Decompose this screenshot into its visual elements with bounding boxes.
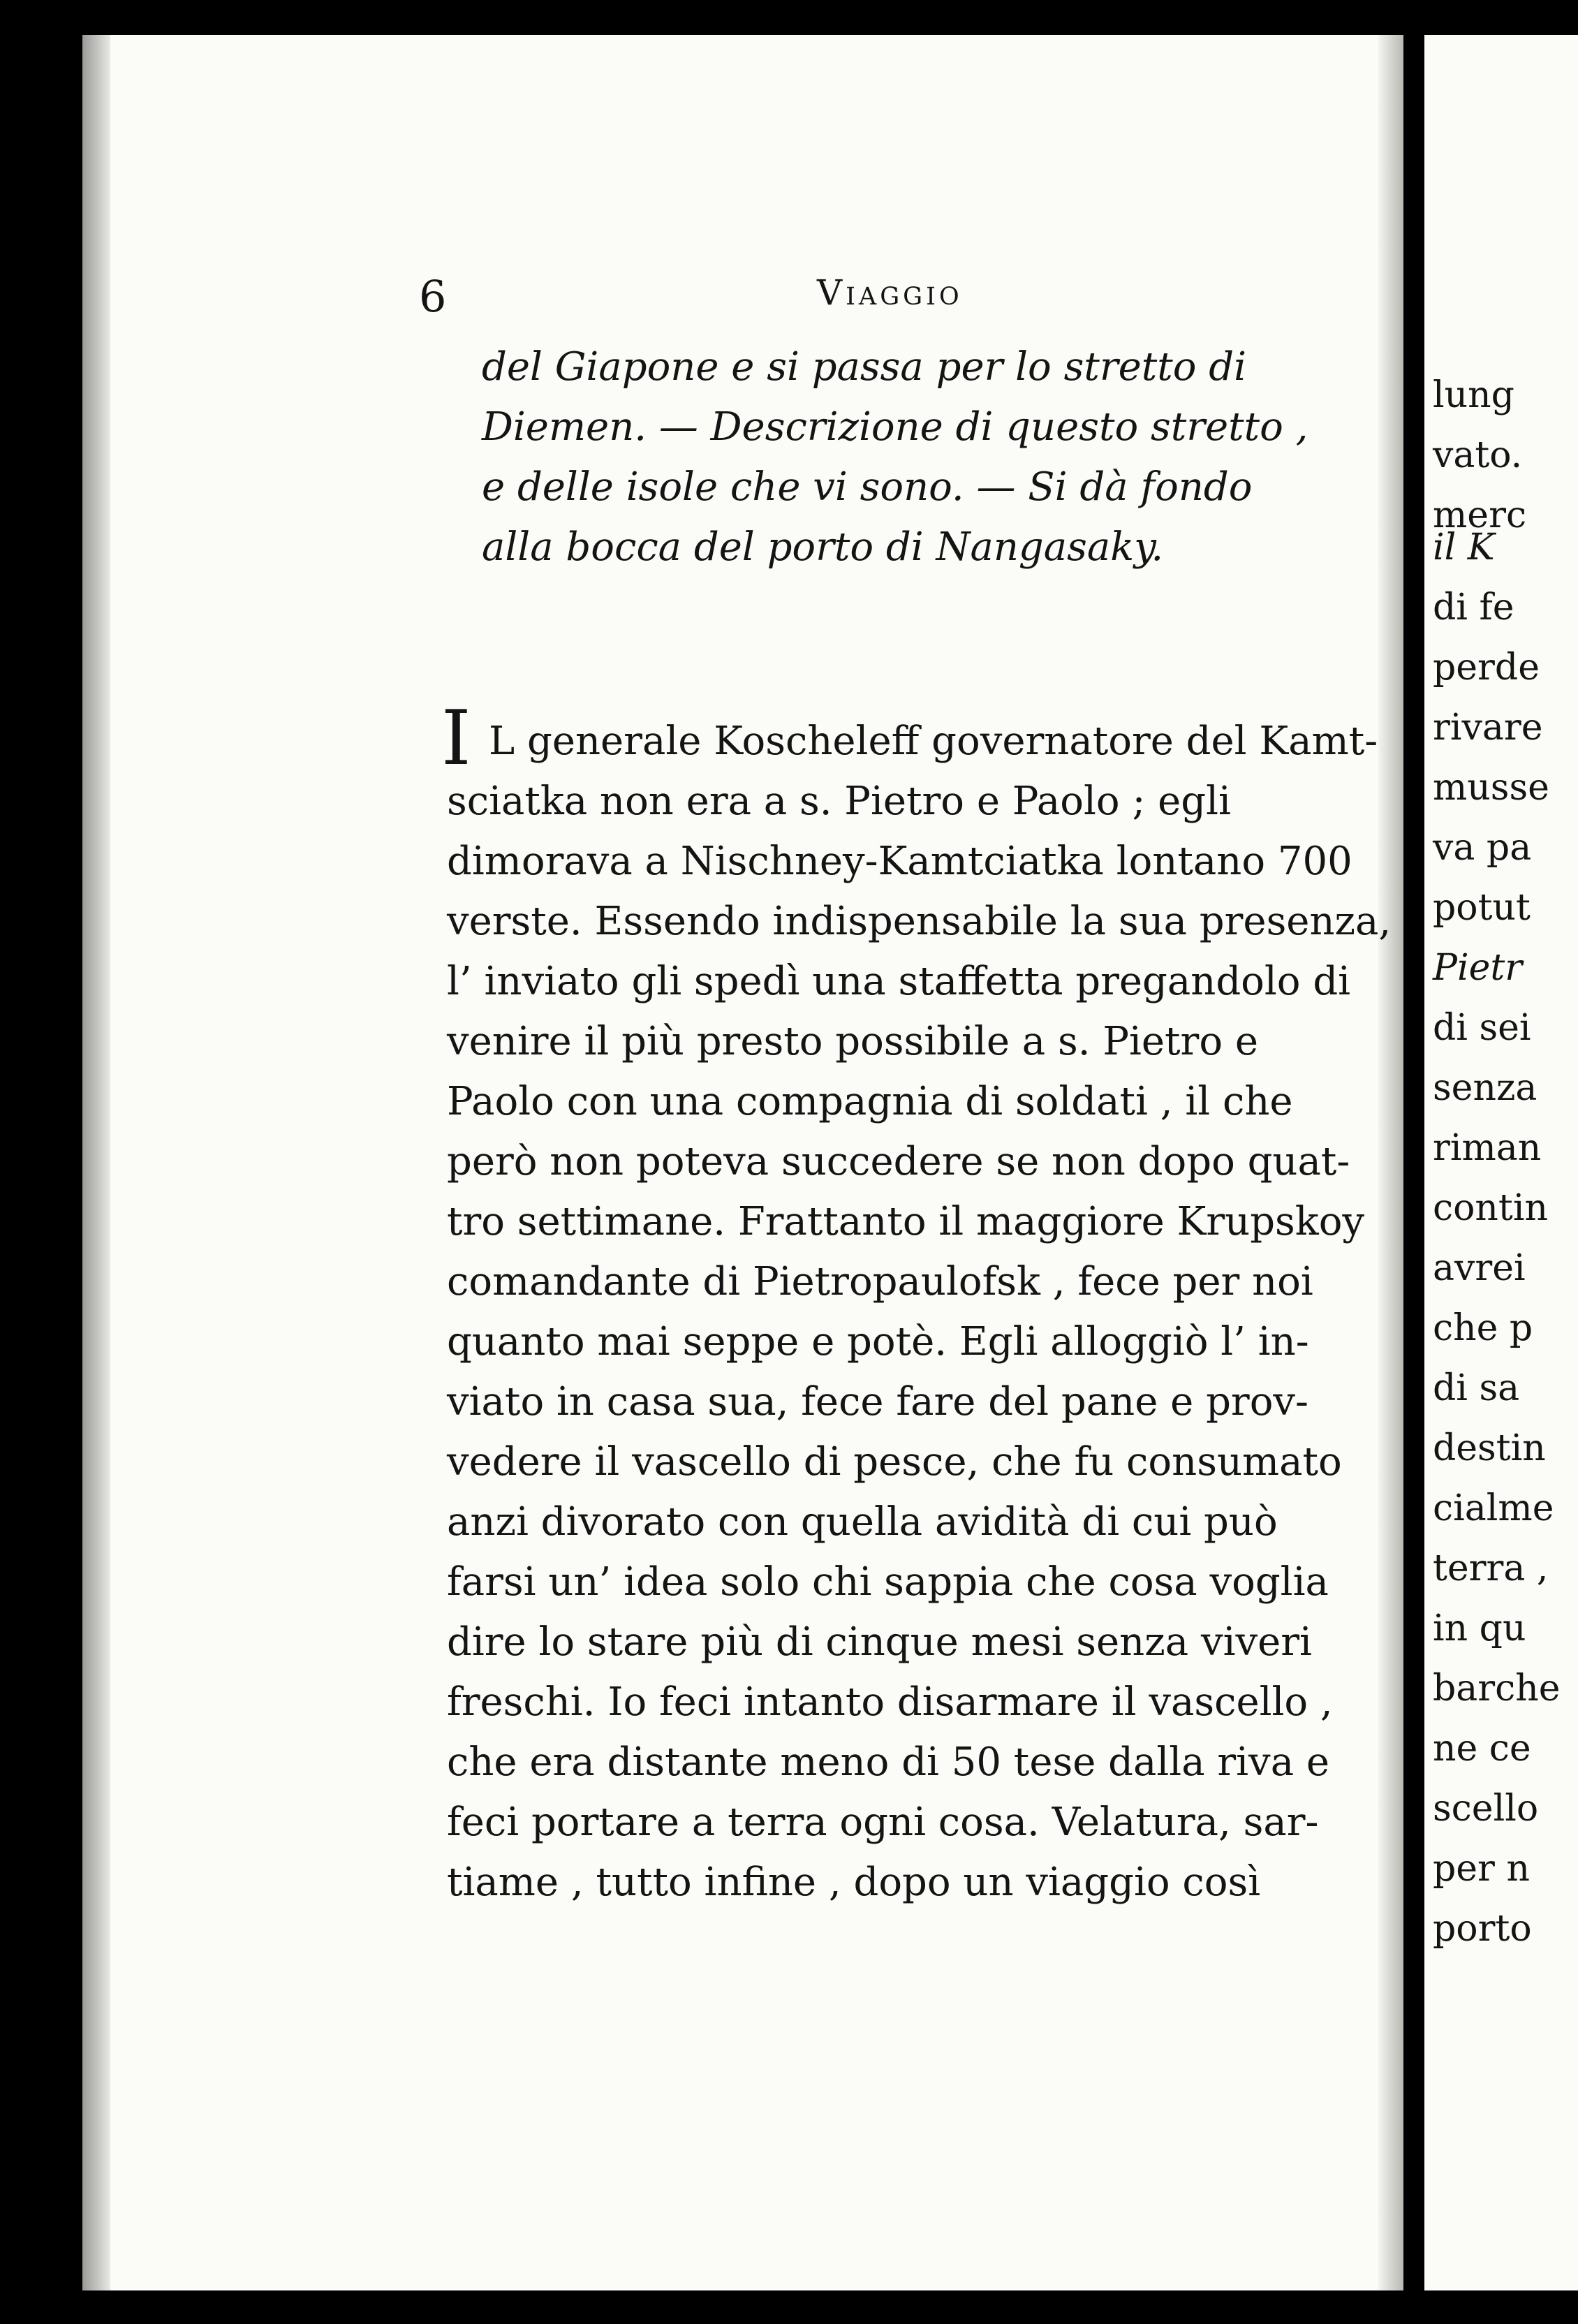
body-line: quanto mai seppe e potè. Egli alloggiò l’ in- (447, 1319, 1309, 1365)
body-line: l’ inviato gli spedì una staffetta pregandolo di (447, 959, 1351, 1004)
facing-line: merc (1433, 494, 1527, 536)
facing-line: contin (1433, 1187, 1548, 1229)
drop-cap: I (441, 695, 471, 782)
facing-line: destin (1433, 1427, 1546, 1469)
facing-line: senza (1433, 1067, 1538, 1109)
body-line: viato in casa sua, fece fare del pane e prov- (447, 1379, 1308, 1425)
facing-line: terra , (1433, 1547, 1549, 1589)
body-line: però non poteva succedere se non dopo quat- (447, 1139, 1350, 1184)
facing-line: per n (1433, 1848, 1530, 1890)
running-head: Viaggio (817, 272, 963, 313)
body-line: farsi un’ idea solo chi sappia che cosa voglia (447, 1559, 1329, 1605)
facing-line: di sei (1433, 1007, 1531, 1049)
facing-line: potut (1433, 887, 1531, 929)
body-line: anzi divorato con quella avidità di cui può (447, 1499, 1278, 1545)
facing-line: avrei (1433, 1247, 1526, 1289)
facing-line: scello (1433, 1788, 1539, 1830)
body-line: che era distante meno di 50 tese dalla riva e (447, 1740, 1330, 1785)
page-number: 6 (419, 271, 447, 322)
facing-line: che p (1433, 1307, 1533, 1349)
body-line: vedere il vascello di pesce, che fu consumato (447, 1439, 1342, 1485)
body-line: tro settimane. Frattanto il maggiore Krupskoy (447, 1199, 1365, 1244)
facing-line: Pietr (1433, 947, 1523, 989)
summary-line: del Giapone e si passa per lo stretto di (482, 344, 1247, 390)
facing-line: cialme (1433, 1487, 1554, 1529)
facing-line: barche (1433, 1668, 1561, 1709)
facing-line: rivare (1433, 707, 1543, 749)
summary-line: alla bocca del porto di Nangasaky. (482, 524, 1164, 570)
facing-line: di fe (1433, 587, 1514, 628)
body-line: dimorava a Nischney-Kamtciatka lontano 700 (447, 839, 1352, 884)
facing-line: di sa (1433, 1367, 1520, 1409)
body-line: L generale Koscheleff governatore del Kamt- (489, 719, 1378, 764)
facing-line: in qu (1433, 1608, 1526, 1649)
facing-line: porto (1433, 1908, 1532, 1950)
body-line: verste. Essendo indispensabile la sua presenza, (447, 899, 1392, 944)
facing-line: perde (1433, 647, 1540, 689)
facing-line: il K (1433, 527, 1495, 568)
body-line: sciatka non era a s. Pietro e Paolo ; egli (447, 779, 1231, 824)
page-left-edge-shadow (82, 35, 110, 2290)
facing-line: lung (1433, 374, 1514, 416)
summary-line: Diemen. — Descrizione di questo stretto , (482, 404, 1308, 450)
body-line: feci portare a terra ogni cosa. Velatura, sar- (447, 1800, 1319, 1845)
body-line: tiame , tutto infine , dopo un viaggio così (447, 1860, 1261, 1905)
facing-line: ne ce (1433, 1728, 1531, 1770)
body-line: venire il più presto possibile a s. Pietro e (447, 1019, 1258, 1064)
body-line: dire lo stare più di cinque mesi senza viveri (447, 1619, 1312, 1665)
summary-line: e delle isole che vi sono. — Si dà fondo (482, 464, 1253, 510)
facing-line: va pa (1433, 827, 1532, 869)
body-line: freschi. Io feci intanto disarmare il vascello , (447, 1679, 1333, 1725)
facing-line: riman (1433, 1127, 1542, 1169)
body-line: Paolo con una compagnia di soldati , il che (447, 1079, 1293, 1124)
facing-line: musse (1433, 767, 1549, 809)
body-line: comandante di Pietropaulofsk , fece per noi (447, 1259, 1313, 1304)
facing-line: vato. (1433, 434, 1523, 476)
